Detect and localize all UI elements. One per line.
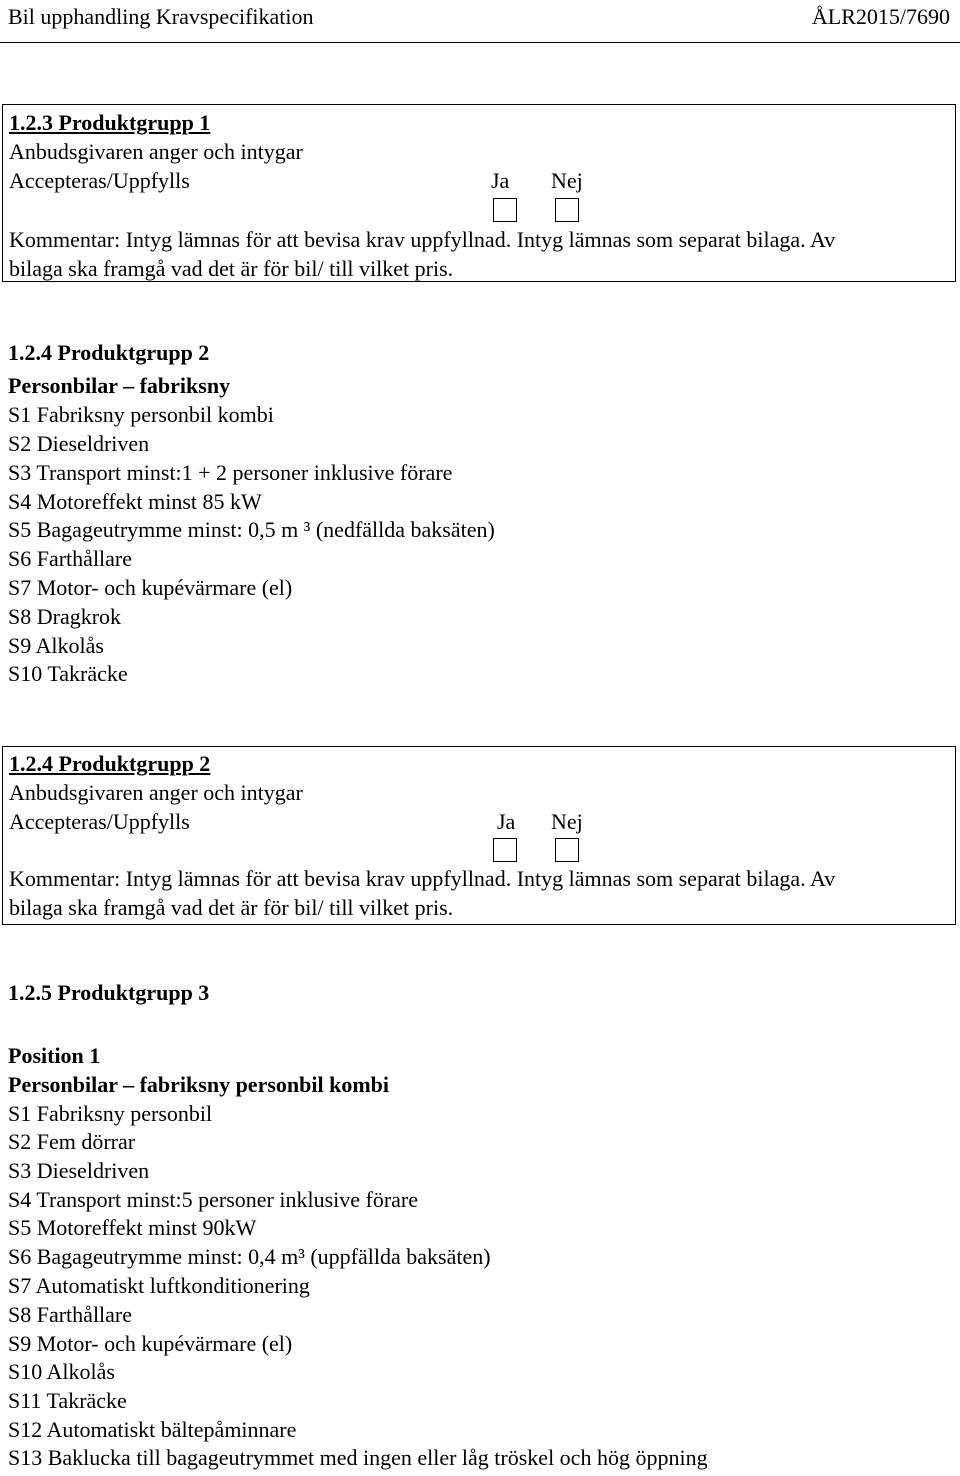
list-item: S5 Motoreffekt minst 90kW (8, 1215, 257, 1240)
list-item: S10 Alkolås (8, 1359, 115, 1384)
section-heading: 1.2.5 Produktgrupp 3 (8, 980, 210, 1005)
list-item: S9 Motor- och kupévärmare (el) (8, 1331, 293, 1356)
document-reference: ÅLR2015/7690 (811, 4, 950, 29)
section-subheading: Personbilar – fabriksny personbil kombi (8, 1072, 389, 1097)
no-checkbox[interactable] (555, 838, 579, 862)
no-label: Nej (551, 809, 583, 834)
list-item: S5 Bagageutrymme minst: 0,5 m ³ (nedfällda baksäten) (8, 517, 495, 542)
document-title: Bil upphandling Kravspecifikation (8, 4, 314, 29)
box-instruction: Anbudsgivaren anger och intygar (9, 139, 303, 164)
list-item: S1 Fabriksny personbil kombi (8, 402, 274, 427)
list-item: S1 Fabriksny personbil (8, 1101, 213, 1126)
no-checkbox[interactable] (555, 198, 579, 222)
yes-checkbox[interactable] (493, 198, 517, 222)
list-item: S3 Transport minst:1 + 2 personer inklusive förare (8, 460, 453, 485)
list-item: S4 Transport minst:5 personer inklusive förare (8, 1187, 419, 1212)
list-item: S7 Automatiskt luftkonditionering (8, 1273, 310, 1298)
no-label: Nej (551, 168, 583, 193)
list-item: S10 Takräcke (8, 661, 128, 686)
response-box-group-2 (2, 746, 956, 925)
list-item: S7 Motor- och kupévärmare (el) (8, 575, 293, 600)
list-item: S8 Dragkrok (8, 604, 122, 629)
comment-line-1: Kommentar: Intyg lämnas för att bevisa krav uppfyllnad. Intyg lämnas som separat bilaga. Av (9, 866, 836, 891)
accept-label: Accepteras/Uppfylls (9, 168, 190, 193)
response-box-group-1 (2, 104, 956, 282)
comment-line-2: bilaga ska framgå vad det är för bil/ till vilket pris. (9, 895, 454, 920)
list-item: S3 Dieseldriven (8, 1158, 150, 1183)
section-subheading: Personbilar – fabriksny (8, 373, 231, 398)
list-item: S2 Fem dörrar (8, 1129, 136, 1154)
comment-line-2: bilaga ska framgå vad det är för bil/ till vilket pris. (9, 256, 454, 281)
list-item: S13 Baklucka till bagageutrymmet med ingen eller låg tröskel och hög öppning (8, 1445, 708, 1470)
list-item: S9 Alkolås (8, 633, 104, 658)
comment-line-1: Kommentar: Intyg lämnas för att bevisa krav uppfyllnad. Intyg lämnas som separat bilaga. Av (9, 227, 836, 252)
box-heading: 1.2.4 Produktgrupp 2 (9, 751, 211, 776)
box-instruction: Anbudsgivaren anger och intygar (9, 780, 303, 805)
accept-label: Accepteras/Uppfylls (9, 809, 190, 834)
list-item: S6 Farthållare (8, 546, 133, 571)
section-heading: 1.2.4 Produktgrupp 2 (8, 340, 210, 365)
list-item: S6 Bagageutrymme minst: 0,4 m³ (uppfällda baksäten) (8, 1244, 491, 1269)
yes-label: Ja (491, 168, 510, 193)
yes-label: Ja (497, 809, 516, 834)
list-item: S4 Motoreffekt minst 85 kW (8, 489, 262, 514)
list-item: S8 Farthållare (8, 1302, 133, 1327)
position-label: Position 1 (8, 1043, 101, 1068)
list-item: S12 Automatiskt bältepåminnare (8, 1417, 297, 1442)
list-item: S2 Dieseldriven (8, 431, 150, 456)
header-rule (0, 42, 960, 43)
box-heading: 1.2.3 Produktgrupp 1 (9, 110, 211, 135)
page-header (8, 4, 950, 34)
yes-checkbox[interactable] (493, 838, 517, 862)
list-item: S11 Takräcke (8, 1388, 127, 1413)
